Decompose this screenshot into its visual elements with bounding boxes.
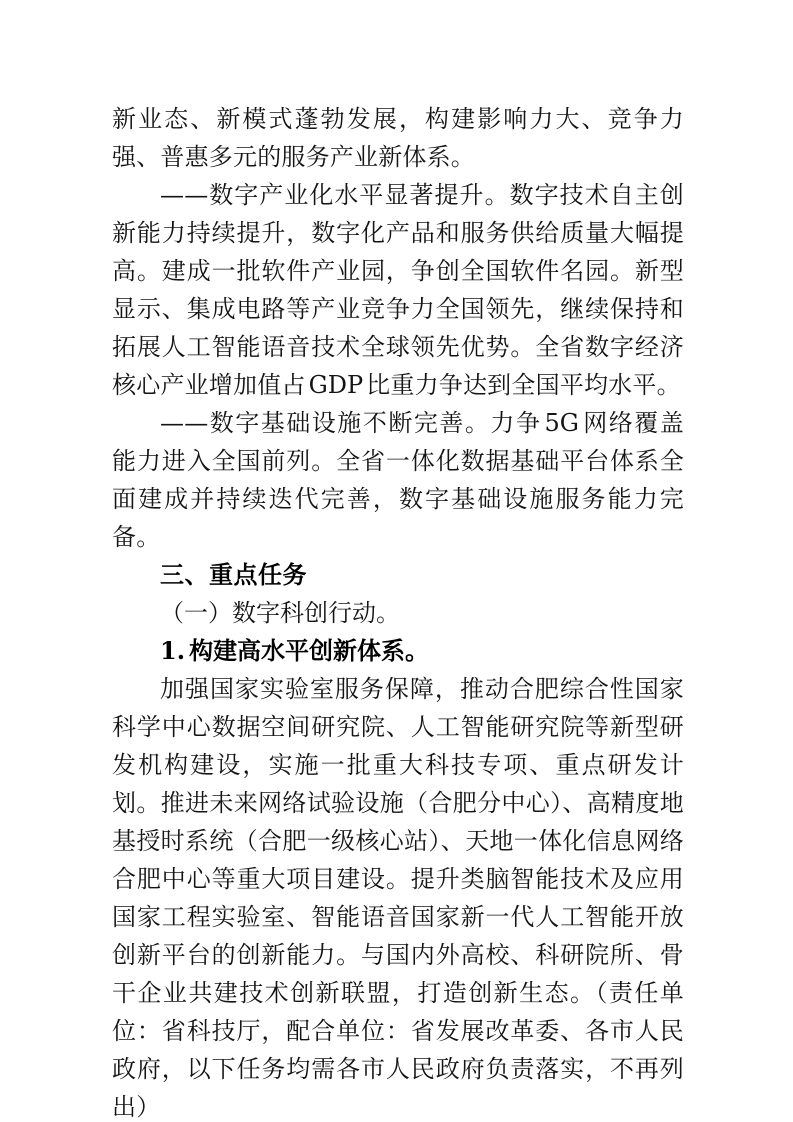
document-text-block xyxy=(112,100,684,1122)
paragraph-digital-infrastructure-text: ——数字基础设施不断完善。力争 xyxy=(160,409,542,437)
heading-key-tasks: 三、重点任务 xyxy=(160,561,307,589)
paragraph-service-industry-tail: 新业态、新模式蓬勃发展，构建影响力大、竞争力强、普惠多元的服务产业新体系。 xyxy=(112,105,684,171)
paragraph-digital-infrastructure-text-after: 网络覆盖能力进入全国前列。全省一体化数据基础平台体系全面建成并持续迭代完善，数字基础设施服务能力完备。 xyxy=(112,409,684,551)
heading-item-label: 构建高水平创新体系。 xyxy=(189,636,430,665)
paragraph-digital-industrialization xyxy=(112,176,684,404)
paragraph-innovation-body: 加强国家实验室服务保障，推动合肥综合性国家科学中心数据空间研究院、人工智能研究院等新型研发机构建设，实施一批重大科技专项、重点研发计划。推进未来网络试验设施（合肥分中心）、高精度地基授时系统（合肥一级核心站）、天地一体化信息网络合肥中心等重大项目建设。提升类脑智能技术及应用国家工程实验室、智能语音国家新一代人工智能开放创新平台的创新能力。与国内外高校、科研院所、骨干企业共建技术创新联盟，打造创新生态。（责任单位：省科技厅，配合单位：省发展改革委、各市人民政府，以下任务均需各市人民政府负责落实，不再列出） xyxy=(112,675,684,1121)
paragraph-digital-industrialization-text-after: 比重力争达到全国平均水平。 xyxy=(366,371,681,399)
latin-run-gdp: GDP xyxy=(308,371,364,399)
heading-digital-innovation-action: （一）数字科创行动。 xyxy=(160,599,400,627)
heading-item-number: 1. xyxy=(160,636,186,665)
paragraph-digital-infrastructure xyxy=(112,404,684,556)
heading-build-innovation-system xyxy=(112,632,684,670)
latin-run-5g: 5G xyxy=(544,409,579,437)
paragraph-digital-industrialization-text: ——数字产业化水平显著提升。数字技术自主创新能力持续提升，数字化产品和服务供给质量大幅提高。建成一批软件产业园，争创全国软件名园。新型显示、集成电路等产业竞争力全国领先，继续保持和拓展人工智能语音技术全球领先优势。全省数字经济核心产业增加值占 xyxy=(112,181,684,399)
